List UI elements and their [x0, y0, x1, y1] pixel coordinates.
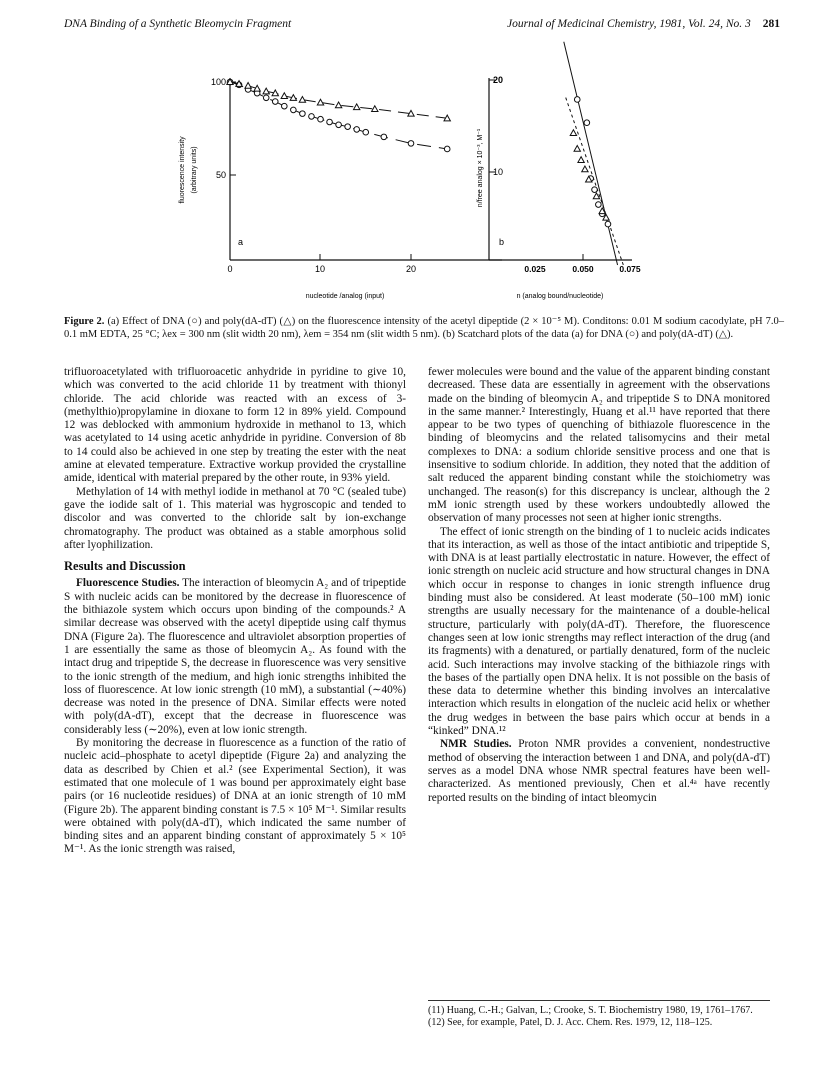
panel-a-xtick-label-10: 10 — [314, 264, 326, 274]
reference-12: (12) See, for example, Patel, D. J. Acc. Chem. Res. 1979, 12, 118–125. — [428, 1017, 713, 1028]
dna-fit-line — [564, 42, 618, 265]
panel-b-xlabel: n (analog bound/nucleotide) — [516, 293, 604, 300]
circle-point — [291, 107, 297, 113]
figure-caption-label: Figure 2. — [64, 316, 105, 327]
circle-point — [574, 97, 580, 103]
paragraph — [428, 738, 770, 804]
triangle-point — [281, 93, 287, 99]
circle-point — [327, 119, 333, 125]
paragraph: The effect of ionic strength on the binding of 1 to nucleic acids indicates that its interaction, as well as those of the intact antibiotic and tripeptide S, with DNA is at least partially electrostatic in nature. However, the effect of ionic strength on nucleic acid structure and how structural changes in DNA which occur in response to changes in ionic strength influence drug binding must also be considered. At least moderate (50–100 mM) ionic strengths are usually necessary for the maintenance of a double-helical structure, particularly with poly(dA-dT). Therefore, the fluorescence changes seen at low ionic strengths may reflect interaction of the drug (and its fragments) with a denatured, or partially denatured, form of the nucleic acid. Such interactions may involve stacking of the bithiazole rings with the bases of the partially open DNA helix. It is not possible on the basis of these data to determine whether this binding involves an intercalative interaction which results in elongation of the nucleic acid helix or whether the drug wedges in between the base pairs which occur at bends in a “kinked” DNA.¹² — [428, 525, 770, 738]
panel-b-ylabel: n/free analog × 10⁻³, M⁻¹ — [477, 128, 484, 208]
panel-a-plot — [227, 79, 451, 152]
panel-a-xtick-label-0: 0 — [227, 264, 233, 274]
triangle-series-line — [230, 82, 447, 118]
triangle-point — [372, 106, 378, 112]
panel-a-xlabel: nucleotide /analog (input) — [305, 293, 385, 300]
subsection-runin: NMR Studies. — [440, 738, 512, 751]
panel-b-xtick-label-0025: 0.025 — [524, 264, 546, 274]
panel-a-label: a — [238, 237, 244, 247]
paragraph: trifluoroacetylated with trifluoroacetic anhydride in pyridine to give 10, which was converted to the acid chloride 11 by treatment with thionyl chloride. The acid chloride was reacted with an excess of 3-(methylthio)propylamine in dioxane to form 12 in 89% yield. Compound 12 was deblocked with ammonium hydroxide in methanol to 13, which was acetylated to 14 using acetic anhydride in pyridine. Conversion of 8b to 14 could also be achieved in one step by treating the ester with the neat amine at elevated temperature. Extractive workup provided the crystalline amide, identical with material prepared by the other route, in 93% yield. — [64, 366, 406, 485]
page-number: 281 — [762, 18, 780, 30]
paragraph: By monitoring the decrease in fluorescence as a function of the ratio of nucleic acid–phosphate to acetyl dipeptide (Figure 2a) and analyzing the data as described by Chien et al.² (see Experimental Section), it was estimated that one molecule of 1 was bound per approximately eight base pairs (or 16 nucleotide residues) of DNA at an ionic strength of 10 mM (Figure 2b). The apparent binding constant is 7.5 × 10⁵ M⁻¹. Similar results were obtained with poly(dA-dT), which indicated the same number of binding sites and an apparent binding constant of approximately 5 × 10⁵ M⁻¹. As the ionic strength was raised, — [64, 737, 406, 856]
panel-b-xtick-label-0075: 0.075 — [619, 264, 641, 274]
paragraph-text: Proton NMR provides a convenient, nondestructive method of observing the interaction between 1 and DNA, and poly(dA-dT) serves as a model DNA whose NMR spectral features have been well-characterized. As mentioned previously, Chen et al.⁴ᵃ have recently reported results on the binding of intact bleomycin — [428, 738, 770, 804]
panel-b-ytick-label-10: 10 — [493, 167, 504, 177]
panel-a-ytick-label-100: 100 — [210, 77, 226, 87]
triangle-point — [335, 102, 341, 108]
panel-a-ylabel-2: (arbitrary units) — [191, 146, 198, 194]
section-heading: Results and Discussion — [64, 559, 186, 574]
paragraph: fewer molecules were bound and the value of the apparent binding constant decreased. These data are essentially in agreement with the observations made on the binding of bleomycin A₂ and tripeptide S to DNA monitored in the same manner.² Interestingly, Huang et al.¹¹ have reported that there appear to be two types of quenching of bithiazole fluorescence in the binding of bleomycins and the related talisomycins and their metal complexes to DNA: a sodium chloride sensitive process and one that is insensitive to sodium chloride. In addition, they noted that the addition of salt reduced the apparent binding constant while the stoichiometry was unchanged. The reason(s) for this discrepancy is unclear, although the 2 mM ionic strength used by these workers undoubtedly allowed the observation of many processes not seen at higher ionic strengths. — [428, 366, 770, 525]
triangle-point — [570, 130, 576, 136]
panel-a-ylabel-1: fluorescence intensity — [179, 136, 186, 204]
triangle-point — [245, 83, 251, 89]
triangle-point — [263, 88, 269, 94]
right-column — [428, 366, 770, 805]
panel-a-ytick-label-50: 50 — [215, 170, 226, 180]
figure-caption-text: (a) Effect of DNA (○) and poly(dA-dT) (△) on the fluorescence intensity of the acetyl dipeptide (2 × 10⁻⁵ M). Conditons: 0.01 M sodium cacodylate, pH 7.0–0.1 mM EDTA, 25 °C; λex = 300 nm (slit width 20 nm), λem = 354 nm (slit width 5 nm). (b) Scatchard plots of the data (a) for DNA (○) and poly(dA-dT) (△). — [64, 316, 784, 340]
circle-point — [363, 129, 369, 135]
circle-point — [605, 221, 611, 227]
journal-citation: Journal of Medicinal Chemistry, 1981, Vol. 24, No. 3 — [507, 18, 751, 30]
circle-point — [408, 141, 414, 147]
circle-point — [345, 124, 351, 130]
circle-point — [272, 99, 278, 105]
panel-b-ytick-label-20: 20 — [493, 75, 504, 85]
running-header-title: DNA Binding of a Synthetic Bleomycin Fragment — [64, 18, 292, 30]
reference-11: (11) Huang, C.-H.; Galvan, L.; Crooke, S. T. Biochemistry 1980, 19, 1761–1767. — [428, 1005, 753, 1016]
paragraph-text: The interaction of bleomycin A₂ and of tripeptide S with nucleic acids can be monitored by the decrease in fluorescence of the bithiazole system which occurs upon binding of the compounds.² A similar decrease was observed with the acetyl dipeptide using calf thymus DNA (Figure 2a). The fluorescence and ultraviolet absorption properties of 1 are essentially the same as those of bleomycin A₂. As found with the intact drug and tripeptide S, the decrease in fluorescence was very sensitive to the ionic strength of the medium, and high ionic strengths inhibited the loss of fluorescence. At low ionic strength (10 mM), a substantial (∼40%) decrease was noted in the presence of DNA. Similar effects were noted with poly(dA-dT), except that the decrease in fluorescence was considerably less (∼20%), even at low ionic strength. — [64, 577, 406, 736]
triangle-point — [299, 96, 305, 102]
triangle-point — [582, 166, 588, 172]
panel-b-plot — [564, 42, 624, 265]
circle-point — [309, 114, 315, 120]
panel-b-label: b — [499, 237, 505, 247]
left-column — [64, 366, 406, 857]
panel-b-xtick-label-0050: 0.050 — [572, 264, 594, 274]
circle-point — [596, 202, 602, 208]
circle-point — [592, 187, 598, 193]
figure-caption — [64, 315, 784, 341]
subsection-runin: Fluorescence Studies. — [76, 577, 180, 590]
triangle-point — [578, 157, 584, 163]
paragraph: Methylation of 14 with methyl iodide in methanol at 70 °C (sealed tube) gave the iodide salt of 1. This material was hygroscopic and tended to discolor and was converted to the chloride salt by ion-exchange chromatography. The product was obtained as a stable amorphous solid after lyophilization. — [64, 485, 406, 551]
paragraph — [64, 577, 406, 737]
circle-series-line — [230, 82, 447, 149]
triangle-point — [354, 104, 360, 110]
circle-point — [354, 127, 360, 133]
footnote-references — [428, 1000, 770, 1029]
circle-point — [263, 95, 269, 101]
circle-point — [584, 120, 590, 126]
circle-point — [444, 146, 450, 152]
circle-point — [381, 134, 387, 140]
panel-b — [477, 42, 641, 300]
triangle-point — [574, 146, 580, 152]
running-header-journal — [507, 18, 780, 30]
circle-point — [318, 116, 324, 122]
panel-a-xtick-label-20: 20 — [405, 264, 417, 274]
circle-point — [282, 103, 288, 109]
triangle-point — [593, 193, 599, 199]
circle-point — [300, 111, 306, 117]
circle-point — [336, 122, 342, 128]
panel-a — [179, 77, 505, 300]
triangle-point — [317, 99, 323, 105]
figure-2 — [0, 40, 820, 310]
polydadt-fit-line — [566, 98, 624, 265]
